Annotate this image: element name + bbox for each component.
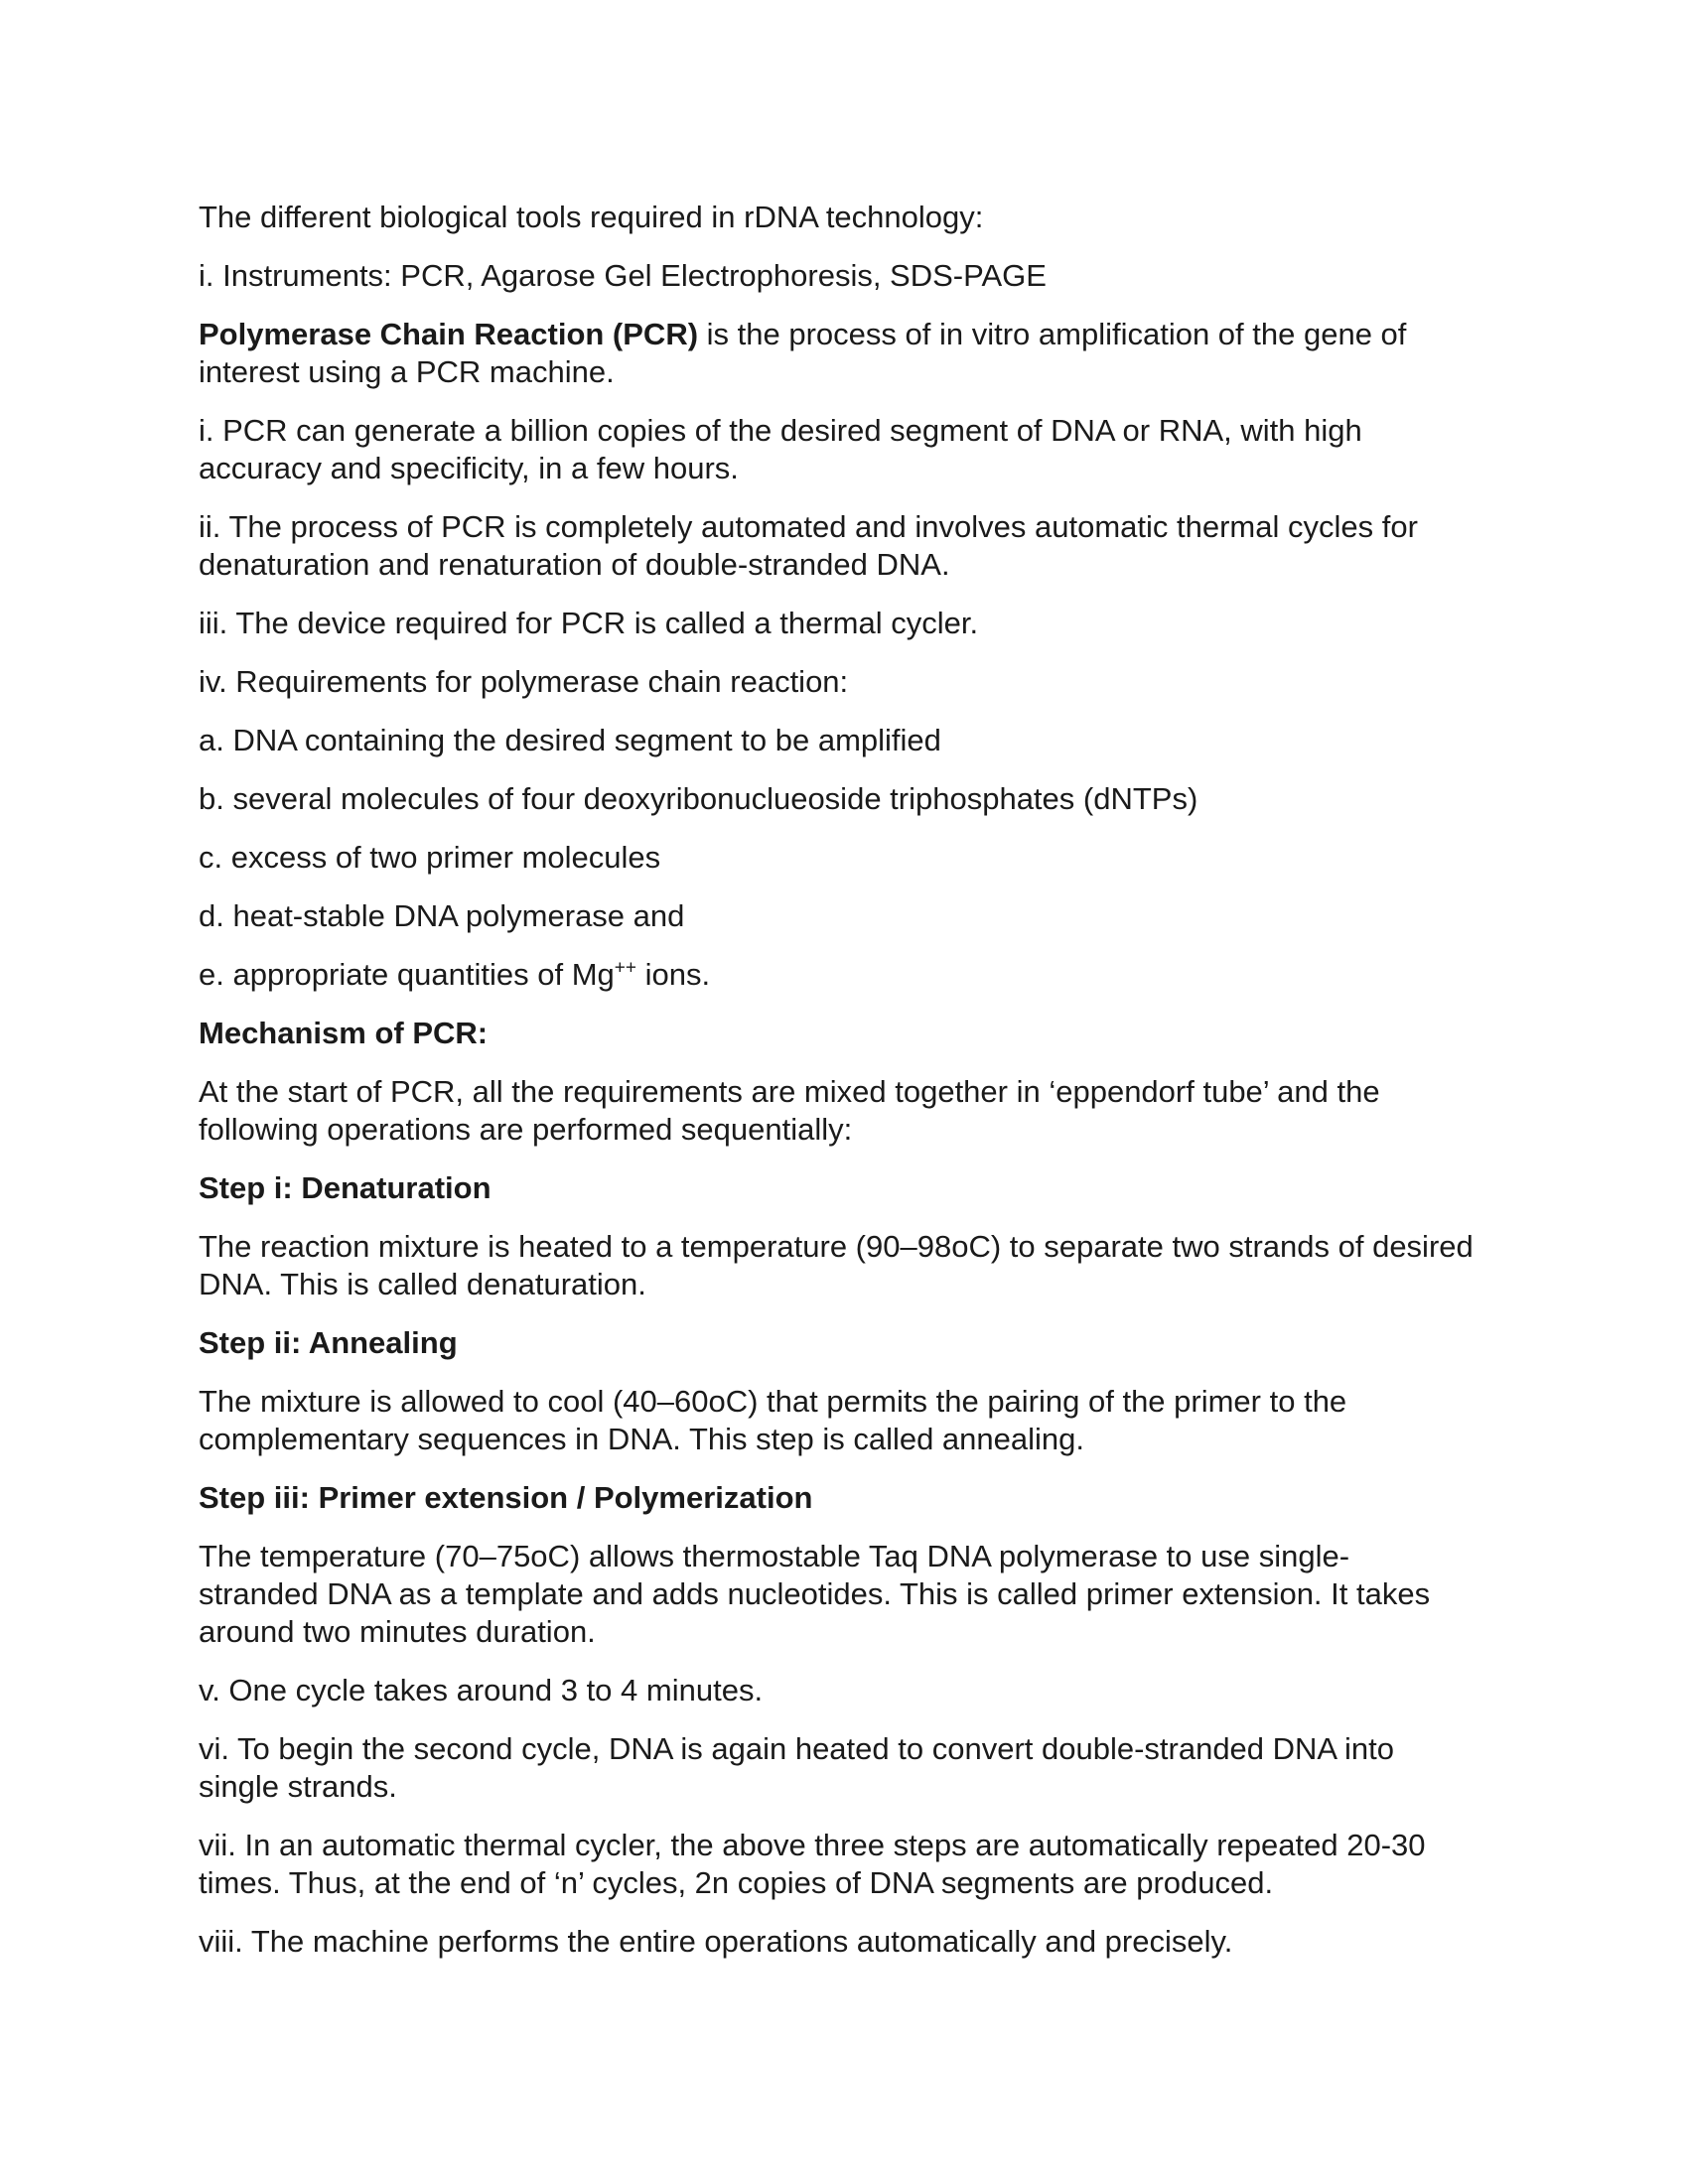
requirement-e: [199, 956, 1489, 994]
step-3-text: The temperature (70–75oC) allows thermostable Taq DNA polymerase to use single-stranded DNA as a template and adds nucleotides. This is called primer extension. It takes around two minutes duration.: [199, 1539, 1431, 1649]
point-i: i. PCR can generate a billion copies of the desired segment of DNA or RNA, with high accuracy and specificity, in a few hours.: [199, 413, 1362, 485]
pcr-definition-rest: is the process of in vitro amplification of the gene of interest using a PCR machine.: [199, 317, 1407, 389]
requirement-a: a. DNA containing the desired segment to be amplified: [199, 723, 941, 757]
step-3-heading: Step iii: Primer extension / Polymerization: [199, 1480, 813, 1515]
point-ii: ii. The process of PCR is completely automated and involves automatic thermal cycles for denaturation and renaturation of double-stranded DNA.: [199, 509, 1418, 582]
requirement-e-pre: e. appropriate quantities of Mg: [199, 957, 615, 992]
instruments-text: i. Instruments: PCR, Agarose Gel Electrophoresis, SDS-PAGE: [199, 258, 1047, 293]
requirement-b: b. several molecules of four deoxyribonuclueoside triphosphates (dNTPs): [199, 781, 1198, 816]
intro-text: The different biological tools required in rDNA technology:: [199, 200, 984, 234]
pcr-term: Polymerase Chain Reaction (PCR): [199, 317, 699, 351]
requirement-e-post: ions.: [635, 957, 711, 992]
point-viii: viii. The machine performs the entire operations automatically and precisely.: [199, 1924, 1233, 1959]
mechanism-heading: Mechanism of PCR:: [199, 1016, 489, 1050]
point-v: v. One cycle takes around 3 to 4 minutes.: [199, 1673, 764, 1707]
point-iv: iv. Requirements for polymerase chain reaction:: [199, 664, 849, 699]
step-2-heading: Step ii: Annealing: [199, 1325, 458, 1360]
mechanism-text: At the start of PCR, all the requirements are mixed together in ‘eppendorf tube’ and the following operations are performed sequentially:: [199, 1074, 1380, 1147]
requirement-d: d. heat-stable DNA polymerase and: [199, 898, 685, 933]
requirement-c: c. excess of two primer molecules: [199, 840, 661, 875]
requirement-e-sup: ++: [614, 957, 636, 979]
step-1-heading: Step i: Denaturation: [199, 1170, 492, 1205]
step-2-text: The mixture is allowed to cool (40–60oC) that permits the pairing of the primer to the complementary sequences in DNA. This step is called annealing.: [199, 1384, 1347, 1456]
point-vi: vi. To begin the second cycle, DNA is again heated to convert double-stranded DNA into single strands.: [199, 1731, 1394, 1804]
point-vii: vii. In an automatic thermal cycler, the above three steps are automatically repeated 20-30 times. Thus, at the end of ‘n’ cycles, 2n copies of DNA segments are produced.: [199, 1828, 1426, 1900]
document-page: [199, 199, 1489, 1981]
step-1-text: The reaction mixture is heated to a temperature (90–98oC) to separate two strands of desired DNA. This is called denaturation.: [199, 1229, 1474, 1301]
point-iii: iii. The device required for PCR is called a thermal cycler.: [199, 606, 979, 640]
pcr-definition: [199, 316, 1479, 391]
